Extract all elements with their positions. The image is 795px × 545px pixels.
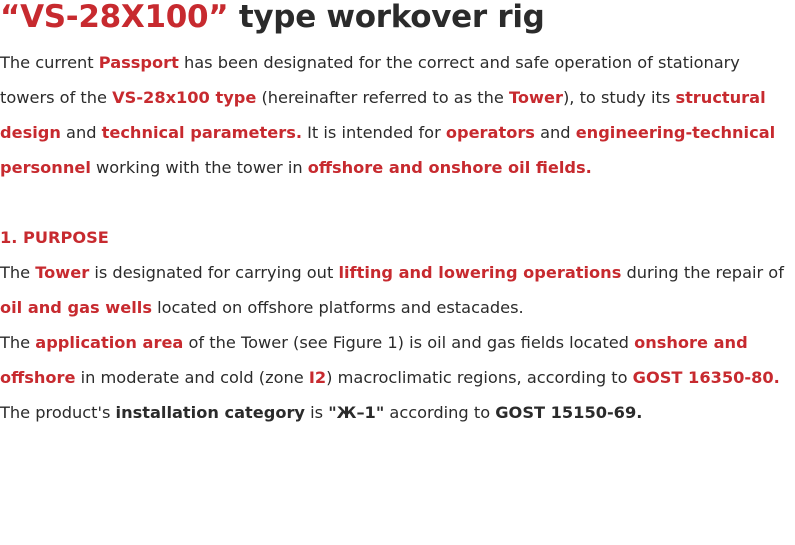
text-run: (hereinafter referred to as the [256,88,510,107]
keyword-tower-type: VS-28x100 type [112,88,257,107]
text-run: according to [384,403,496,422]
text-run: located on offshore platforms and estacades. [151,298,524,317]
keyword-engineering-personnel: engineering-technical personnel [0,123,776,177]
purpose-paragraph-3 [0,395,795,430]
keyword-gost-15150: GOST 15150-69. [495,403,643,422]
page-title-model: “VS-28X100” [0,0,229,35]
text-run: ) macroclimatic regions, according to [326,368,633,387]
keyword-zone-i2: I2 [308,368,327,387]
page-title [0,0,545,37]
keyword-passport: Passport [98,53,179,72]
keyword-tower: Tower [509,88,563,107]
paragraph-spacer [0,185,795,220]
text-run: It is intended for [302,123,446,142]
text-run: during the repair of [621,263,784,282]
text-run: working with the tower in [90,158,308,177]
text-run: The product's [0,403,116,422]
keyword-technical-parameters: technical parameters. [101,123,302,142]
page-title-rest: type workover rig [228,0,545,35]
text-run: ), to study its [562,88,676,107]
text-run: is designated for carrying out [89,263,339,282]
text-run: in moderate and cold (zone [75,368,309,387]
text-run: The current [0,53,99,72]
keyword-onshore-offshore: onshore and offshore [0,333,748,387]
text-run: and [534,123,576,142]
keyword-category-code: "Ж–1" [328,403,385,422]
keyword-installation-category: installation category [115,403,305,422]
purpose-paragraph-2 [0,325,795,395]
text-run: is [304,403,329,422]
keyword-lifting-lowering: lifting and lowering operations [338,263,622,282]
keyword-gost-16350: GOST 16350-80. [632,368,780,387]
text-run: has been designated for the correct and safe operation of stationary towers of the [0,53,740,107]
text-run: The [0,263,36,282]
intro-paragraph [0,45,795,185]
document-body [0,45,795,430]
section-heading-purpose [0,220,795,255]
keyword-oil-fields: offshore and onshore oil fields. [307,158,592,177]
text-run: of the Tower (see Figure 1) is oil and gas fields located [183,333,635,352]
keyword-application-area: application area [35,333,184,352]
keyword-operators: operators [445,123,535,142]
text-run: The [0,333,36,352]
keyword-structural-design: structural design [0,88,766,142]
section-heading-text: 1. PURPOSE [0,228,109,247]
text-run: and [60,123,102,142]
purpose-paragraph-1 [0,255,795,325]
keyword-tower: Tower [35,263,90,282]
keyword-oil-gas-wells: oil and gas wells [0,298,152,317]
